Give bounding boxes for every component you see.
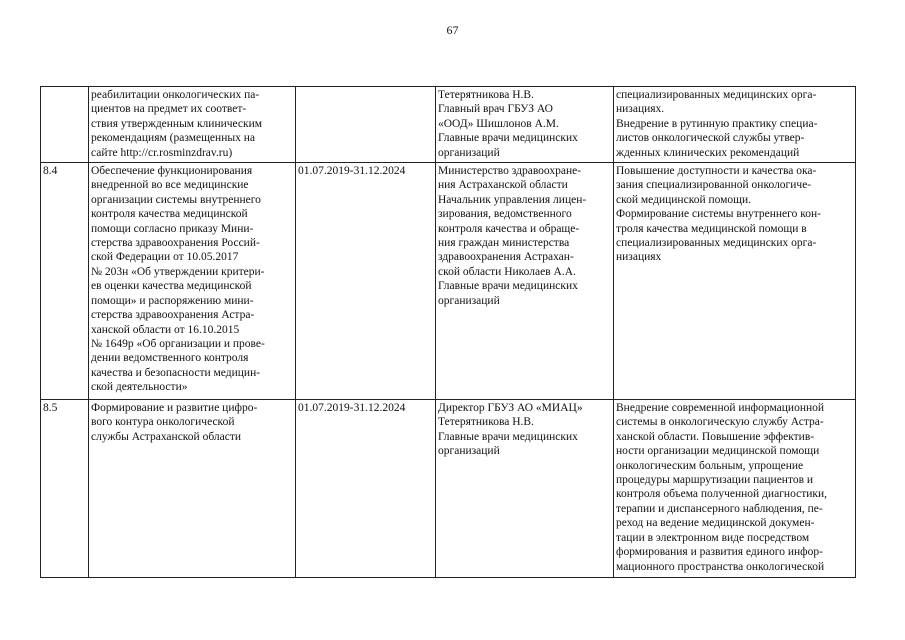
table-row	[41, 400, 856, 578]
activity-cell: Формирование и развитие цифро- вого контура онкологической службы Астраханской области	[89, 400, 296, 578]
period-cell: 01.07.2019-31.12.2024	[296, 163, 436, 400]
table-row	[41, 87, 856, 163]
responsible-cell: Министерство здравоохране- ния Астраханской области Начальник управления лицен- зирования, ведомственного контроля качества и обраще- ния граждан министерства здравоохранения Астрахан- ской области Николаев А.А. Главные врачи медицинских организаций	[436, 163, 614, 400]
table-row	[41, 163, 856, 400]
responsible-cell: Тетерятникова Н.В. Главный врач ГБУЗ АО «ООД» Шишлонов А.М. Главные врачи медицинских организаций	[436, 87, 614, 163]
row-number	[41, 87, 89, 163]
row-number: 8.4	[41, 163, 89, 400]
row-number: 8.5	[41, 400, 89, 578]
period-cell	[296, 87, 436, 163]
period-cell: 01.07.2019-31.12.2024	[296, 400, 436, 578]
page-number: 67	[446, 23, 459, 37]
activity-cell: Обеспечение функционирования внедренной во все медицинские организации системы внутреннего контроля качества медицинской помощи согласно приказу Мини- стерства здравоохранения Россий- ской Федерации от 10.05.2017 № 203н «Об утверждении критери- ев оценки качества медицинской помощи» и распоряжению мини- стерства здравоохранения Астра- ханской области от 16.10.2015 № 1649р «Об организации и прове- дении ведомственного контроля качества и безопасности медицин- ской деятельности»	[89, 163, 296, 400]
activity-cell: реабилитации онкологических па- циентов на предмет их соответ- ствия утвержденным клиническим рекомендациям (размещенных на сайте http://cr.rosminzdrav.ru)	[89, 87, 296, 163]
result-cell: Внедрение современной информационной системы в онкологическую службу Астра- ханской области. Повышение эффектив- ности организации медицинской помощи онкологическим больным, упрощение процедуры маршрутизации пациентов и контроля объема полученной диагностики, терапии и диспансерного наблюдения, пе- реход на ведение медицинской докумен- тации в электронном виде посредством формирования и развития единого инфор- мационного пространства онкологической	[614, 400, 856, 578]
responsible-cell: Директор ГБУЗ АО «МИАЦ» Тетерятникова Н.В. Главные врачи медицинских организаций	[436, 400, 614, 578]
activities-table	[40, 86, 856, 578]
result-cell: Повышение доступности и качества ока- зания специализированной онкологиче- ской медицинской помощи. Формирование системы внутреннего кон- троля качества медицинской помощи в специализированных медицинских орга- низациях	[614, 163, 856, 400]
result-cell: специализированных медицинских орга- низациях. Внедрение в рутинную практику специа- листов онкологической службы утвер- жденных клинических рекомендаций	[614, 87, 856, 163]
